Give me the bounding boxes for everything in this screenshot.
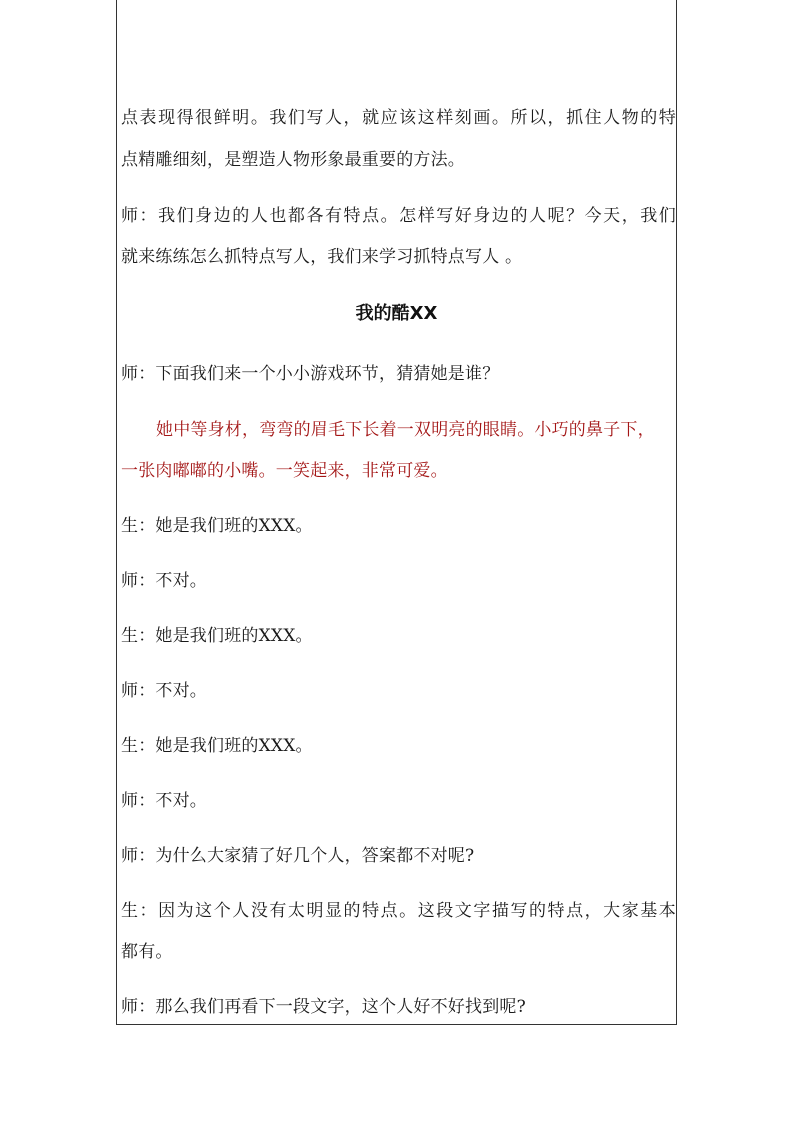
student-answer-line-1: 生：因为这个人没有太明显的特点。这段文字描写的特点，大家基本 <box>121 901 676 921</box>
dialogue-line: 生：她是我们班的XXX。 <box>121 736 313 756</box>
description-line-1: 她中等身材，弯弯的眉毛下长着一双明亮的眼睛。小巧的鼻子下， <box>156 420 655 440</box>
teacher-intro-line-1: 师：我们身边的人也都各有特点。怎样写好身边的人呢？今天，我们 <box>121 206 676 226</box>
intro-line-1: 点表现得很鲜明。我们写人，就应该这样刻画。所以，抓住人物的特 <box>121 108 676 128</box>
student-answer-line-2: 都有。 <box>121 942 173 962</box>
section-title: 我的酷XX <box>355 303 438 324</box>
dialogue-line: 师：为什么大家猜了好几个人，答案都不对呢? <box>121 846 475 866</box>
intro-line-2: 点精雕细刻，是塑造人物形象最重要的方法。 <box>121 150 465 170</box>
dialogue-line: 生：她是我们班的XXX。 <box>121 626 313 646</box>
dialogue-line: 师：不对。 <box>121 681 207 701</box>
dialogue-line: 师：不对。 <box>121 571 207 591</box>
dialogue-line: 生：她是我们班的XXX。 <box>121 516 313 536</box>
teacher-intro-line-2: 就来练练怎么抓特点写人，我们来学习抓特点写人 。 <box>121 247 523 267</box>
dialogue-line: 师：不对。 <box>121 791 207 811</box>
game-prompt: 师：下面我们来一个小小游戏环节，猜猜她是谁？ <box>121 364 500 384</box>
description-line-2: 一张肉嘟嘟的小嘴。一笑起来，非常可爱。 <box>121 461 448 481</box>
final-question: 师：那么我们再看下一段文字，这个人好不好找到呢? <box>121 997 526 1017</box>
